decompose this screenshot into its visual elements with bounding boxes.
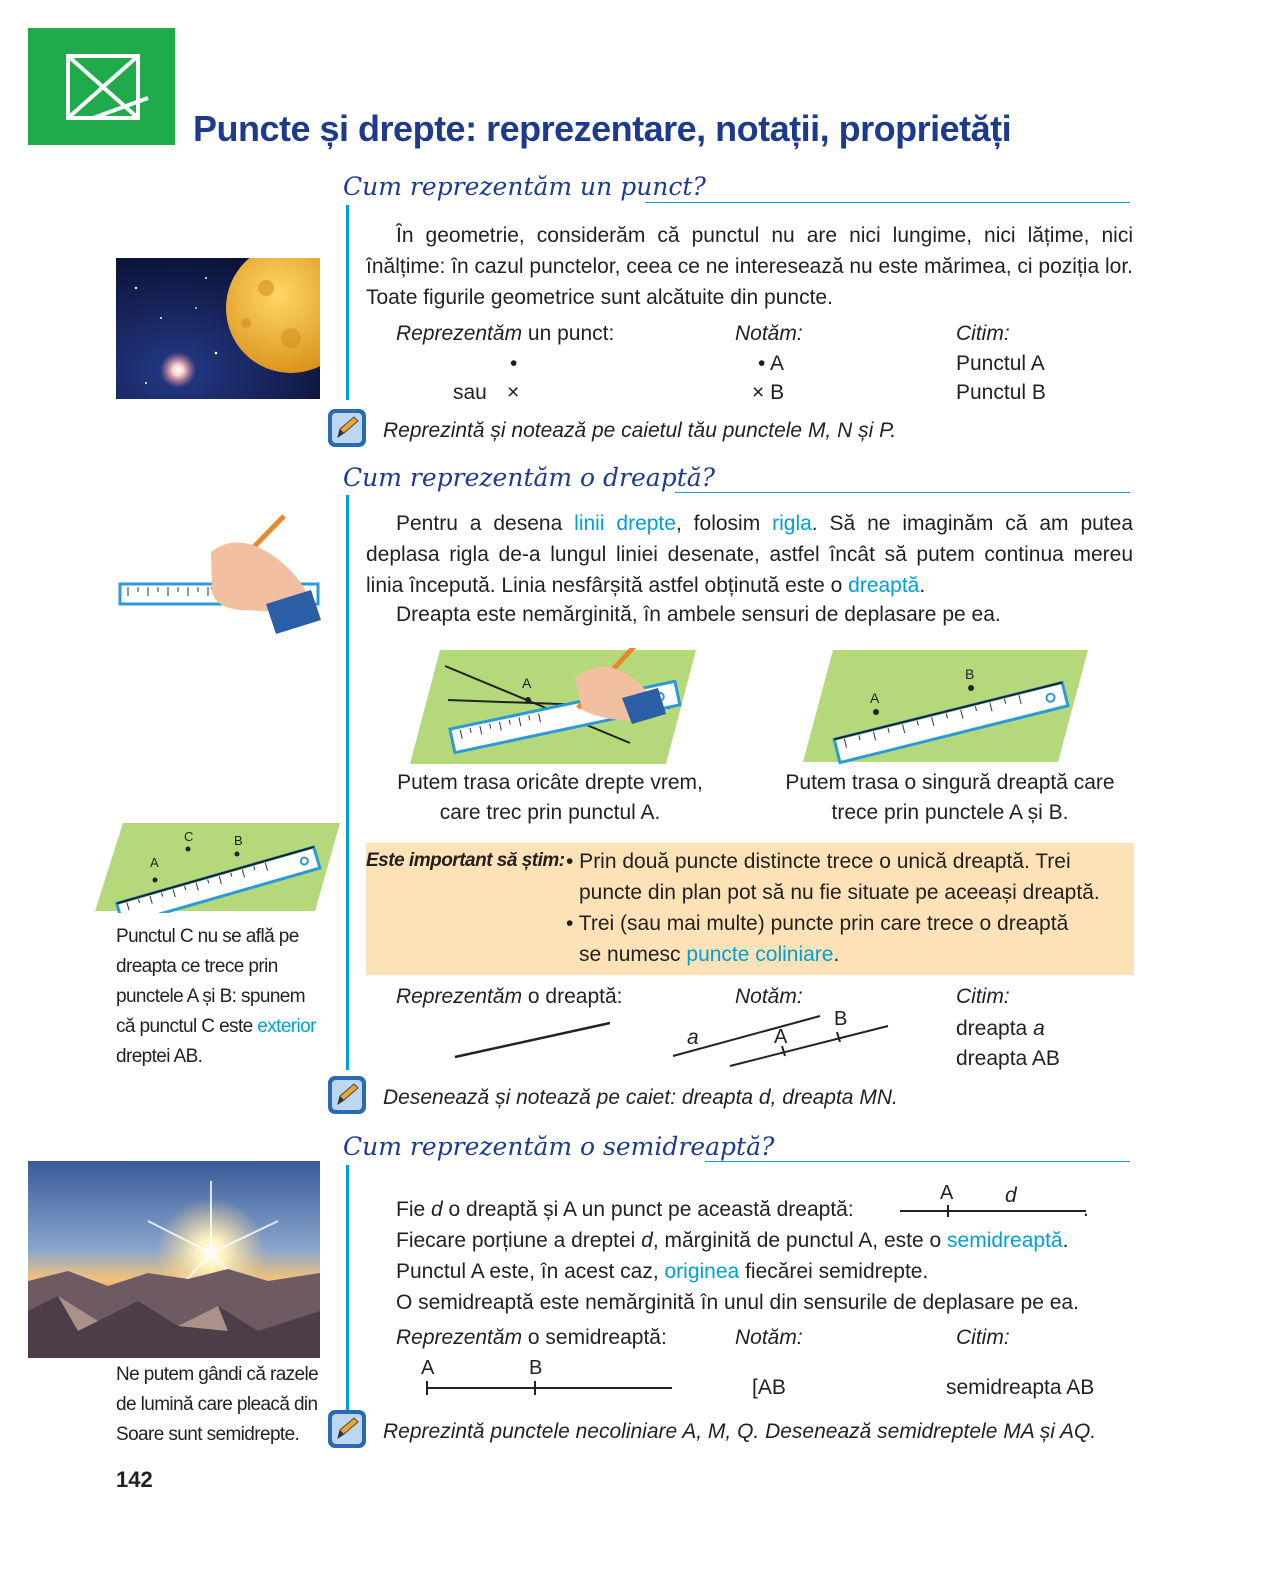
- figure2-label-b: B: [965, 666, 975, 682]
- line-read-a: dreapta a: [956, 1017, 1045, 1040]
- ray-read-label: Citim:: [956, 1326, 1010, 1349]
- figure1-label-a: A: [522, 675, 532, 691]
- pencil-icon: [328, 409, 366, 447]
- point-notation-b: × B: [752, 381, 785, 404]
- sidebar-label-b: B: [234, 833, 243, 848]
- point-read-b: Punctul B: [956, 381, 1046, 404]
- ray-drawing: [422, 1378, 674, 1398]
- ray-label-a: A: [421, 1357, 435, 1379]
- line-drawing: [450, 1015, 615, 1060]
- figure2-label-a: A: [870, 690, 880, 706]
- ray-notation: [AB: [752, 1376, 786, 1399]
- ray-label-b: B: [529, 1357, 543, 1379]
- geometry-icon: [28, 28, 175, 145]
- page-number: 142: [116, 1467, 153, 1492]
- point-represent-label: Reprezentăm un punct:: [396, 322, 615, 345]
- ray-paragraph-1: Fie d o dreaptă și A un punct pe această dreaptă:: [396, 1198, 854, 1221]
- exterior-caption: Punctul C nu se află pe dreapta ce trece prin punctele A și B: spunem că punctul C este exterior dreptei AB.: [116, 926, 316, 1067]
- point-symbol-cross: ×: [507, 381, 520, 404]
- point-notation-a: • A: [758, 352, 785, 375]
- line-represent-label: Reprezentăm o dreaptă:: [396, 985, 623, 1008]
- sidebar-label-a: A: [150, 855, 159, 870]
- chapter-logo: [28, 28, 175, 145]
- pencil-icon: [328, 1076, 366, 1114]
- heading-rule: [645, 202, 1130, 203]
- section-heading-ray: Cum reprezentăm o semidreaptă?: [343, 1132, 775, 1161]
- line-notation-A: A: [774, 1026, 788, 1048]
- inline-period: .: [1083, 1198, 1089, 1221]
- point-exercise: Reprezintă și notează pe caietul tău punctele M, N și P.: [383, 419, 897, 442]
- sidebar-label-c: C: [184, 829, 194, 844]
- pencil-icon: [328, 1410, 366, 1448]
- ray-exercise: Reprezintă punctele necoliniare A, M, Q. Desenează semidreptele MA și AQ.: [383, 1420, 1097, 1443]
- line-paragraph: Pentru a desena linii drepte, folosim rigla. Să ne imaginăm că am putea deplasa rigla de-a lungul liniei desenate, astfel încât să putem continua mereu linia începută. Linia nesfârșită astfel obținută este o dreaptă.: [366, 512, 1134, 597]
- section-divider: [346, 1165, 349, 1410]
- heading-rule: [675, 492, 1130, 493]
- line-unbounded-text: Dreapta este nemărginită, în ambele sensuri de deplasare pe ea.: [396, 603, 1001, 626]
- point-or-label: sau: [453, 381, 487, 404]
- inline-label-a: A: [940, 1182, 954, 1204]
- ray-paragraph-3: Punctul A este, în acest caz, originea fiecărei semidrepte.: [396, 1260, 929, 1283]
- ray-notation-label: Notăm:: [735, 1326, 803, 1349]
- heading-rule: [705, 1161, 1130, 1162]
- point-notation-label: Notăm:: [735, 322, 803, 345]
- section-heading-point: Cum reprezentăm un punct?: [343, 172, 706, 201]
- point-read-a: Punctul A: [956, 352, 1045, 375]
- section-divider: [346, 205, 349, 400]
- ray-represent-label: Reprezentăm o semidreaptă:: [396, 1326, 667, 1349]
- moon-image: [116, 258, 320, 399]
- line-read-ab: dreapta AB: [956, 1047, 1060, 1070]
- ray-paragraph-4: O semidreaptă este nemărginită în unul din sensurile de deplasare pe ea.: [396, 1291, 1079, 1314]
- important-bullet-2: • Trei (sau mai multe) puncte prin care trece o dreaptă se numesc puncte coliniare.: [566, 912, 1069, 966]
- point-read-label: Citim:: [956, 322, 1010, 345]
- figure2-caption: Putem trasa o singură dreaptă care trece prin punctele A și B.: [785, 771, 1115, 824]
- ray-paragraph-2: Fiecare porțiune a dreptei d, mărginită de punctul A, este o semidreaptă.: [396, 1229, 1069, 1252]
- important-bullet-1: • Prin două puncte distincte trece o unică dreaptă. Trei puncte din plan pot să nu fie situate pe aceeași dreaptă.: [566, 850, 1100, 904]
- figure-single-line: [803, 650, 1093, 768]
- line-read-label: Citim:: [956, 985, 1010, 1008]
- section-heading-line: Cum reprezentăm o dreaptă?: [343, 463, 716, 492]
- inline-line-drawing: [898, 1200, 1093, 1224]
- line-notation-a: a: [687, 1026, 699, 1049]
- figure1-caption: Putem trasa oricâte drepte vrem, care trec prin punctul A.: [397, 771, 703, 824]
- line-notation-B: B: [834, 1008, 848, 1030]
- page-title: Puncte și drepte: reprezentare, notații, proprietăți: [193, 108, 1012, 149]
- point-paragraph: În geometrie, considerăm că punctul nu are nici lungime, nici lățime, nici înălțime: în cazul punctelor, ceea ce ne interesează nu este mărimea, ci poziția lor. Toate figurile geometrice sunt alcătuite din puncte.: [366, 224, 1133, 309]
- sun-caption: Ne putem gândi că razele de lumină care pleacă din Soare sunt semidrepte.: [116, 1364, 319, 1445]
- point-symbol-dot: •: [510, 352, 518, 375]
- important-label: Este important să știm:: [366, 850, 565, 871]
- hand-ruler-image: [116, 512, 326, 637]
- exterior-point-figure: [95, 823, 340, 913]
- sunrise-image: [28, 1161, 320, 1358]
- ray-read: semidreapta AB: [946, 1376, 1095, 1399]
- line-notation-label: Notăm:: [735, 985, 803, 1008]
- section-divider: [346, 495, 349, 1070]
- figure-many-lines: [410, 648, 700, 766]
- line-exercise: Desenează și notează pe caiet: dreapta d, dreapta MN.: [383, 1086, 898, 1109]
- inline-label-d: d: [1005, 1184, 1017, 1207]
